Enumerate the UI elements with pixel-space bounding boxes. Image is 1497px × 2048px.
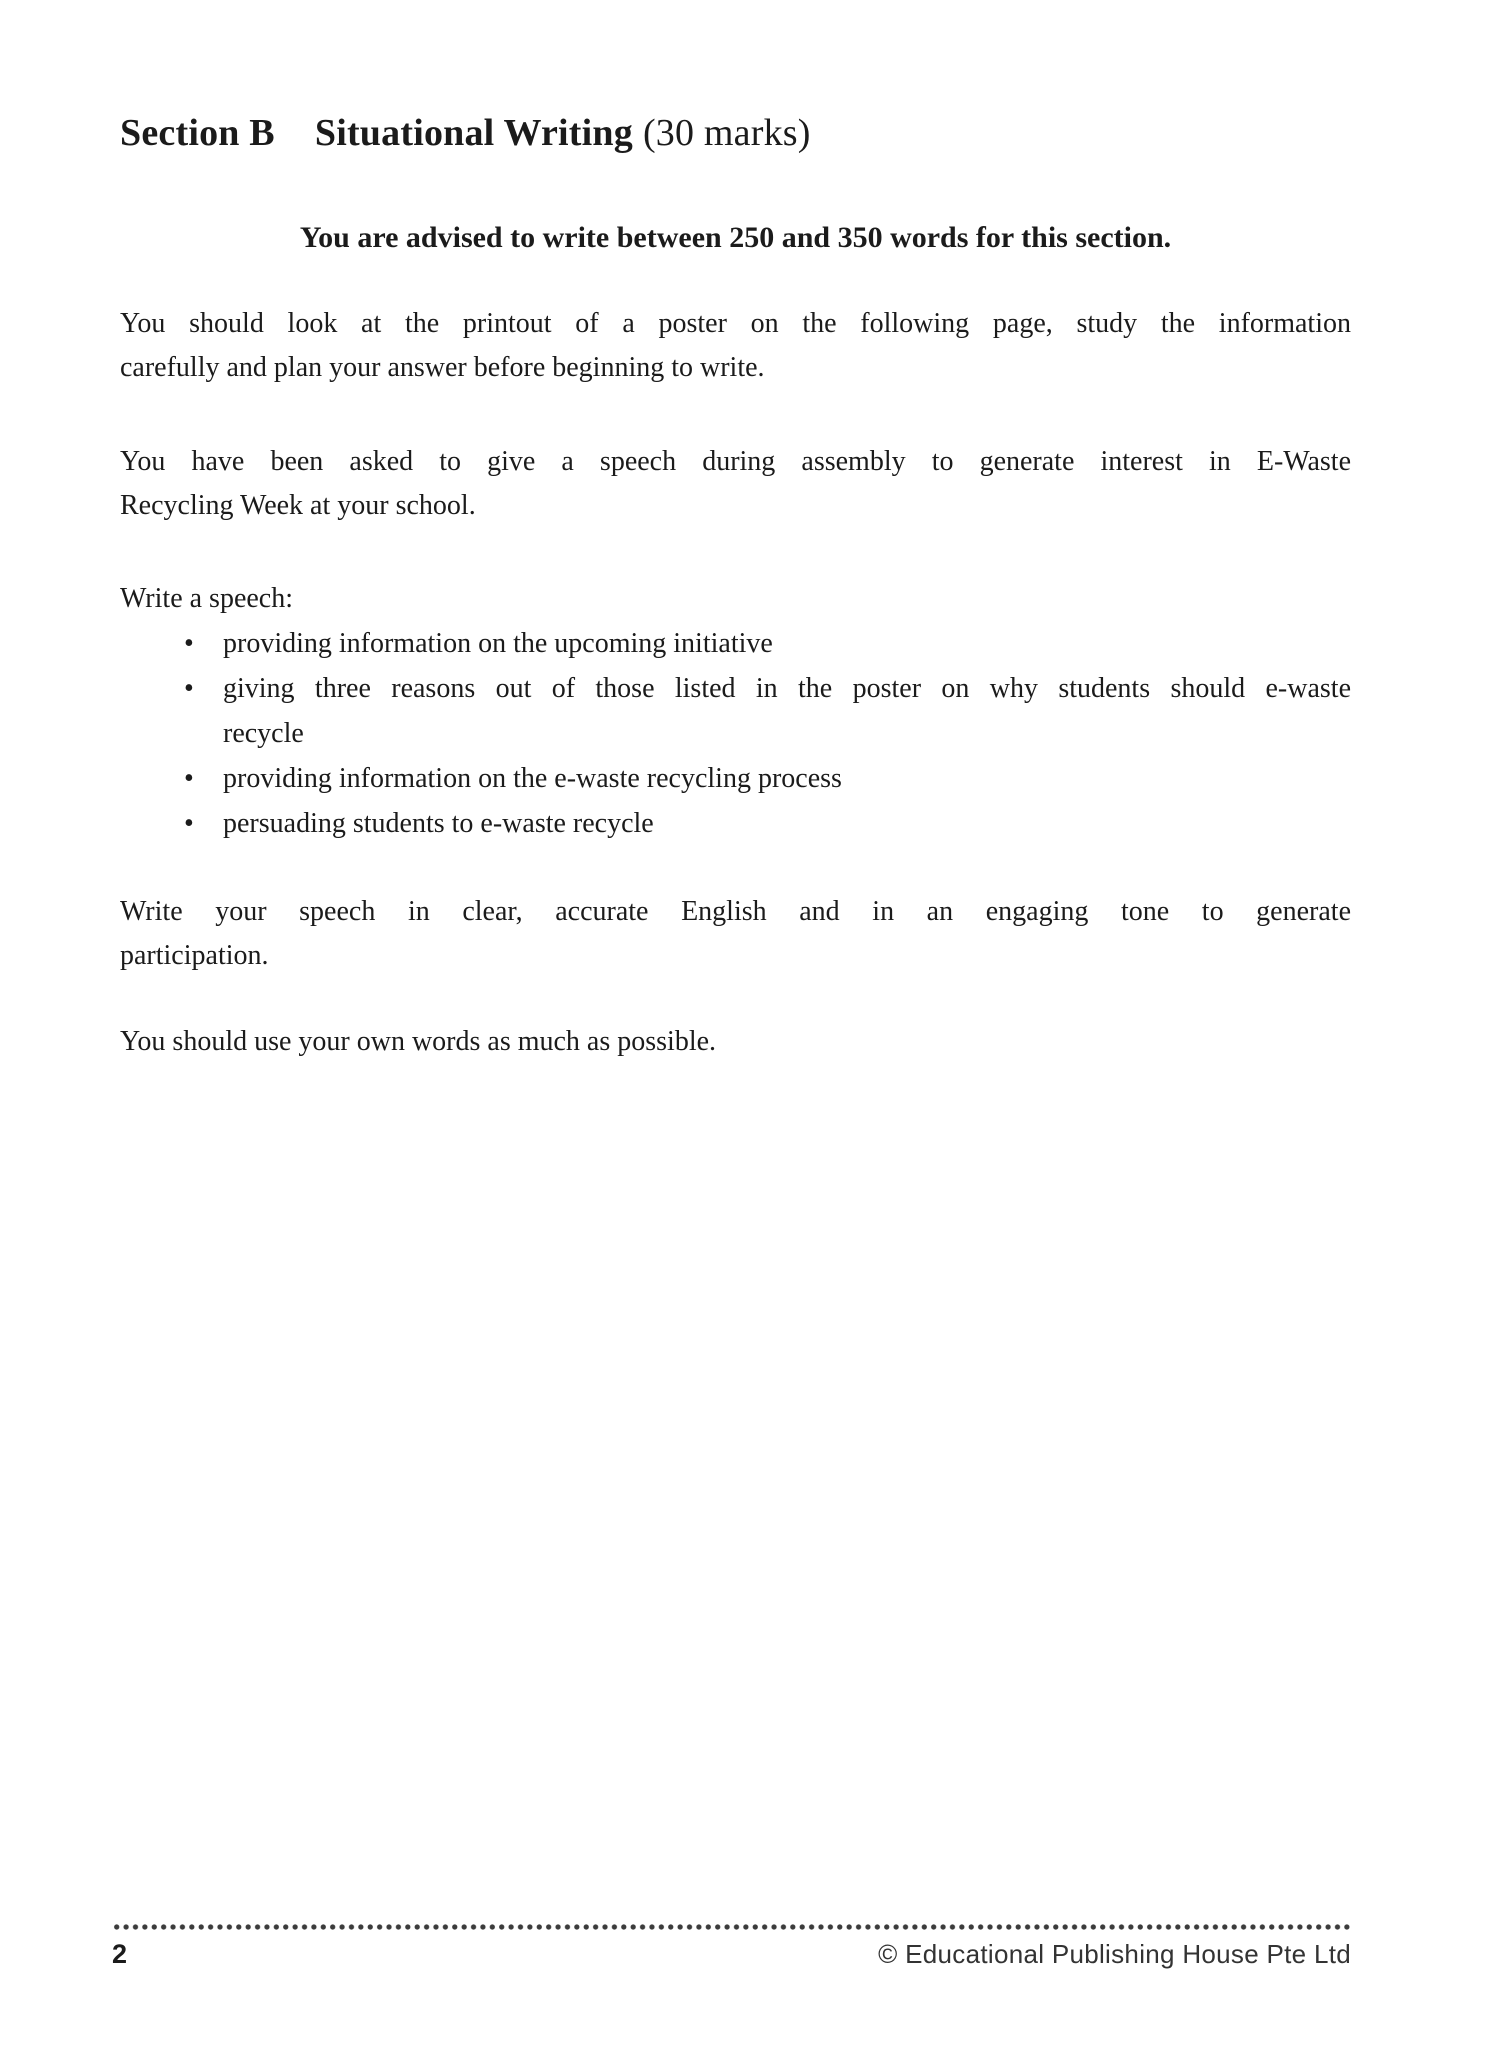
bullet-item-persuading-students bbox=[120, 801, 1351, 846]
bullet-marker: • bbox=[184, 763, 194, 794]
section-marks: (30 marks) bbox=[642, 112, 811, 154]
dotted-divider bbox=[112, 1923, 1351, 1931]
paragraph-line: carefully and plan your answer before beginning to write. bbox=[120, 352, 765, 383]
section-label: Section B bbox=[120, 112, 275, 154]
bullet-item-upcoming-initiative bbox=[120, 621, 1351, 666]
page-number: 2 bbox=[112, 1939, 128, 1969]
paragraph-own-words: You should use your own words as much as possible. bbox=[120, 1026, 717, 1057]
section-title: Situational Writing bbox=[314, 112, 633, 154]
bullet-text: providing information on the upcoming initiative bbox=[223, 628, 773, 659]
paragraph-line: Recycling Week at your school. bbox=[120, 490, 476, 521]
paragraph-line: Write your speech in clear, accurate English and in an engaging tone to generate bbox=[120, 896, 1351, 927]
bullet-text: providing information on the e-waste recycling process bbox=[223, 763, 842, 794]
paragraph-speech-task bbox=[120, 440, 1351, 528]
bullet-item-recycling-process bbox=[120, 756, 1351, 801]
paragraph-line: You should look at the printout of a poster on the following page, study the information bbox=[120, 308, 1351, 339]
bullet-line: giving three reasons out of those listed in the poster on why students should e-waste bbox=[223, 673, 1351, 704]
task-intro: Write a speech: bbox=[120, 583, 294, 614]
page-content bbox=[120, 108, 1351, 1064]
bullet-text: persuading students to e-waste recycle bbox=[223, 808, 654, 839]
bullet-text bbox=[223, 666, 1351, 756]
bullet-marker: • bbox=[184, 628, 194, 659]
paragraph-line: You have been asked to give a speech during assembly to generate interest in E-Waste bbox=[120, 446, 1351, 477]
bullet-line: recycle bbox=[223, 718, 304, 749]
bullet-marker: • bbox=[184, 673, 194, 704]
footer bbox=[112, 1938, 1351, 1970]
paragraph-look-at-poster bbox=[120, 302, 1351, 390]
section-heading bbox=[120, 108, 1351, 158]
word-count-advisory: You are advised to write between 250 and 350 words for this section. bbox=[299, 221, 1172, 254]
bullet-list bbox=[120, 621, 1351, 846]
bullet-item-three-reasons bbox=[120, 666, 1351, 756]
paragraph-tone bbox=[120, 890, 1351, 978]
copyright-notice: © Educational Publishing House Pte Ltd bbox=[878, 1939, 1351, 1969]
paragraph-line: participation. bbox=[120, 940, 269, 971]
bullet-marker: • bbox=[184, 808, 194, 839]
